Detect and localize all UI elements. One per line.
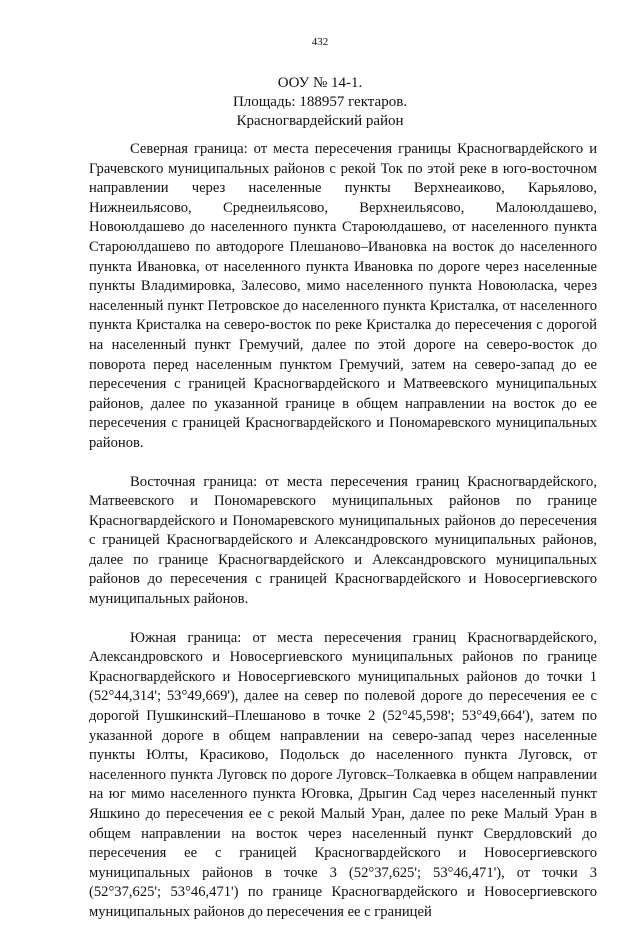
paragraph-north-border: Северная граница: от места пересечения границы Красногвардейского и Грачевского муниципальных районов с рекой Ток по этой реке в юго-восточном направлении через населенные пункты Верхнеаиково, Карьялово, Нижнеильясово, Среднеильясово, Верхнеильясово, Малоюлдашево, Новоюлдашево до населенного пункта Староюлдашево, от населенного пункта Староюлдашево по автодороге Плешаново–Ивановка на восток до населенного пункта Ивановка, от населенного пункта Ивановка по дороге через населенные пункты Владимировка, Залесово, мимо населенного пункта Новоюласка, через населенный пункт Петровское до населенного пункта Кристалка, от населенного пункта Кристалка на северо-восток по реке Кристалка до пересечения с дорогой на населенный пункт Гремучий, далее по этой дороге на северо-восток до поворота перед населенным пунктом Гремучий, затем на северо-запад до ее пересечения с границей Красногвардейского и Матвеевского муниципальных районов, далее по указанной границе в общем направлении на восток до ее пересечения с границей Красногвардейского и Пономаревского муниципальных районов. [89, 141, 597, 451]
page-number: 432 [311, 36, 329, 48]
paragraph-east-border: Восточная граница: от места пересечения границ Красногвардейского, Матвеевского и Пономаревского муниципальных районов по границе Красногвардейского и Пономаревского муниципальных районов до пересечения с границей Красногвардейского и Александровского муниципальных районов, далее по границе Красногвардейского и Александровского муниципальных районов до пересечения с границей Красногвардейского и Новосергиевского муниципальных районов. [89, 473, 597, 608]
heading-area: Площадь: 188957 гектаров. [232, 94, 408, 110]
paragraph-south-border: Южная граница: от места пересечения границ Красногвардейского, Александровского и Новосергиевского муниципальных районов по границе Красногвардейского и Новосергиевского муниципальных районов до точки 1 (52°44,314'; 53°49,669'), далее на север по полевой дороге до пересечения ее с дорогой Пушкинский–Плешаново в точке 2 (52°45,598'; 53°49,664'), затем по указанной дороге в общем направлении на северо-запад через населенные пункты Юлты, Красиково, Подольск до населенного пункта Луговск, от населенного пункта Луговск по дороге Луговск–Толкаевка в общем направлении на юг мимо населенного пункта Юговка, Дрыгин Сад через населенный пункт Яшкино до пересечения ее с рекой Малый Уран, далее по реке Малый Уран в общем направлении на восток через населенный пункт Свердловский до пересечения ее с границей Красногвардейского и Новосергиевского муниципальных районов в точке 3 (52°37,625'; 53°46,471'), от точки 3 (52°37,625'; 53°46,471') по границе Красногвардейского и Новосергиевского муниципальных районов до пересечения ее с границей [89, 629, 597, 920]
heading-district: Красногвардейский район [236, 113, 404, 129]
heading-title: ООУ № 14-1. [277, 75, 363, 91]
document-body [89, 140, 597, 942]
document-heading [0, 74, 640, 131]
